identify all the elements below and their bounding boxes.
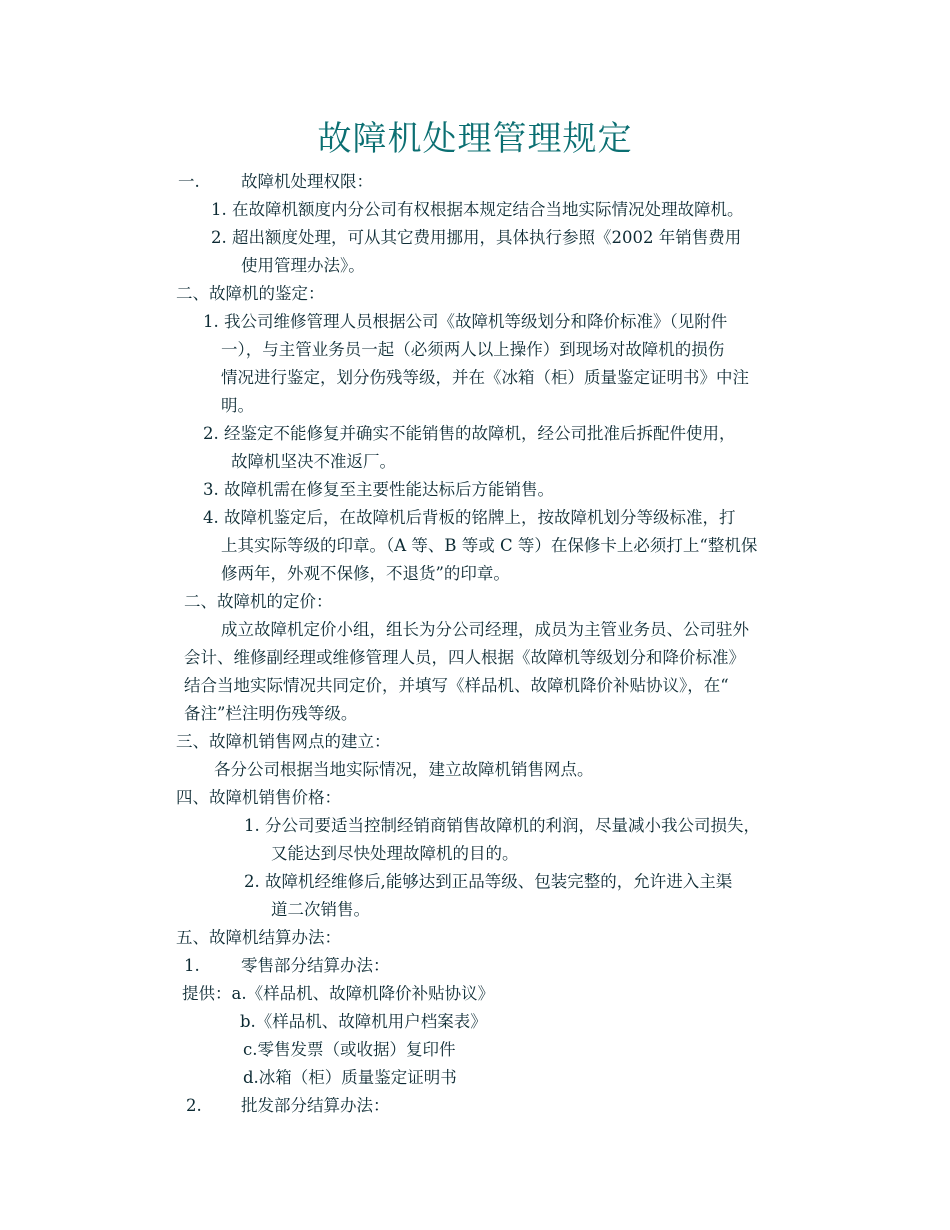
sub-2-heading: 批发部分结算办法：: [241, 1096, 390, 1115]
section-5-item-2-line-2: 道二次销售。: [271, 900, 370, 919]
section-2-item-3: 3. 故障机需在修复至主要性能达标后方能销售。: [203, 480, 554, 499]
section-3-paragraph-line-3: 结合当地实际情况共同定价，并填写《样品机、故障机降价补贴协议》，在“: [184, 676, 729, 695]
section-1-item-2-line-1: 2. 超出额度处理，可从其它费用挪用，具体执行参照《2002 年销售费用: [211, 228, 742, 247]
section-3-heading: 二、故障机的定价：: [184, 592, 333, 611]
provide-item-b: b.《样品机、故障机用户档案表》: [240, 1012, 487, 1031]
section-2-heading: 二、故障机的鉴定：: [176, 284, 325, 303]
section-4-paragraph: 各分公司根据当地实际情况，建立故障机销售网点。: [214, 760, 594, 779]
section-1-item-1: 1. 在故障机额度内分公司有权根据本规定结合当地实际情况处理故障机。: [211, 200, 744, 219]
section-3-paragraph-line-4: 备注”栏注明伤残等级。: [184, 704, 358, 723]
sub-2-number: 2.: [186, 1096, 202, 1115]
section-2-item-2-line-1: 2. 经鉴定不能修复并确实不能销售的故障机，经公司批准后拆配件使用，: [203, 424, 736, 443]
section-5-item-1-line-2: 又能达到尽快处理故障机的目的。: [271, 844, 519, 863]
section-2-item-2-line-2: 故障机坚决不准返厂。: [231, 452, 396, 471]
section-2-item-1-line-3: 情况进行鉴定，划分伤残等级，并在《冰箱（柜）质量鉴定证明书》中注: [221, 368, 749, 387]
section-2-item-4-line-3: 修两年，外观不保修，不退货”的印章。: [221, 564, 510, 583]
provide-item-a: 提供：a.《样品机、故障机降价补贴协议》: [182, 984, 495, 1003]
section-2-item-1-line-2: 一），与主管业务员一起（必须两人以上操作）到现场对故障机的损伤: [221, 340, 725, 359]
section-1-heading: 故障机处理权限：: [241, 172, 373, 191]
section-2-item-1-line-1: 1. 我公司维修管理人员根据公司《故障机等级划分和降价标准》（见附件: [203, 312, 728, 331]
provide-item-c: c.零售发票（或收据）复印件: [243, 1040, 456, 1059]
section-3-paragraph-line-2: 会计、维修副经理或维修管理人员，四人根据《故障机等级划分和降价标准》: [184, 648, 745, 667]
section-5-item-2-line-1: 2. 故障机经维修后,能够达到正品等级、包装完整的，允许进入主渠: [244, 872, 733, 891]
section-1-item-2-line-2: 使用管理办法》。: [241, 256, 365, 275]
section-5-item-1-line-1: 1. 分公司要适当控制经销商销售故障机的利润，尽量减小我公司损失，: [244, 816, 760, 835]
section-2-item-1-line-4: 明。: [221, 396, 254, 415]
document-title: 故障机处理管理规定: [317, 119, 633, 159]
sub-1-heading: 零售部分结算办法：: [241, 956, 390, 975]
section-6-heading: 五、故障机结算办法：: [176, 928, 341, 947]
sub-1-number: 1.: [184, 956, 200, 975]
section-3-paragraph-line-1: 成立故障机定价小组，组长为分公司经理，成员为主管业务员、公司驻外: [221, 620, 749, 639]
section-1-number: 一.: [178, 172, 200, 191]
section-5-heading: 四、故障机销售价格：: [176, 788, 341, 807]
section-2-item-4-line-2: 上其实际等级的印章。（A 等、B 等或 C 等）在保修卡上必须打上“整机保: [221, 536, 758, 555]
section-2-item-4-line-1: 4. 故障机鉴定后，在故障机后背板的铭牌上，按故障机划分等级标准，打: [203, 508, 736, 527]
provide-item-d: d.冰箱（柜）质量鉴定证明书: [243, 1068, 457, 1087]
section-4-heading: 三、故障机销售网点的建立：: [176, 732, 391, 751]
